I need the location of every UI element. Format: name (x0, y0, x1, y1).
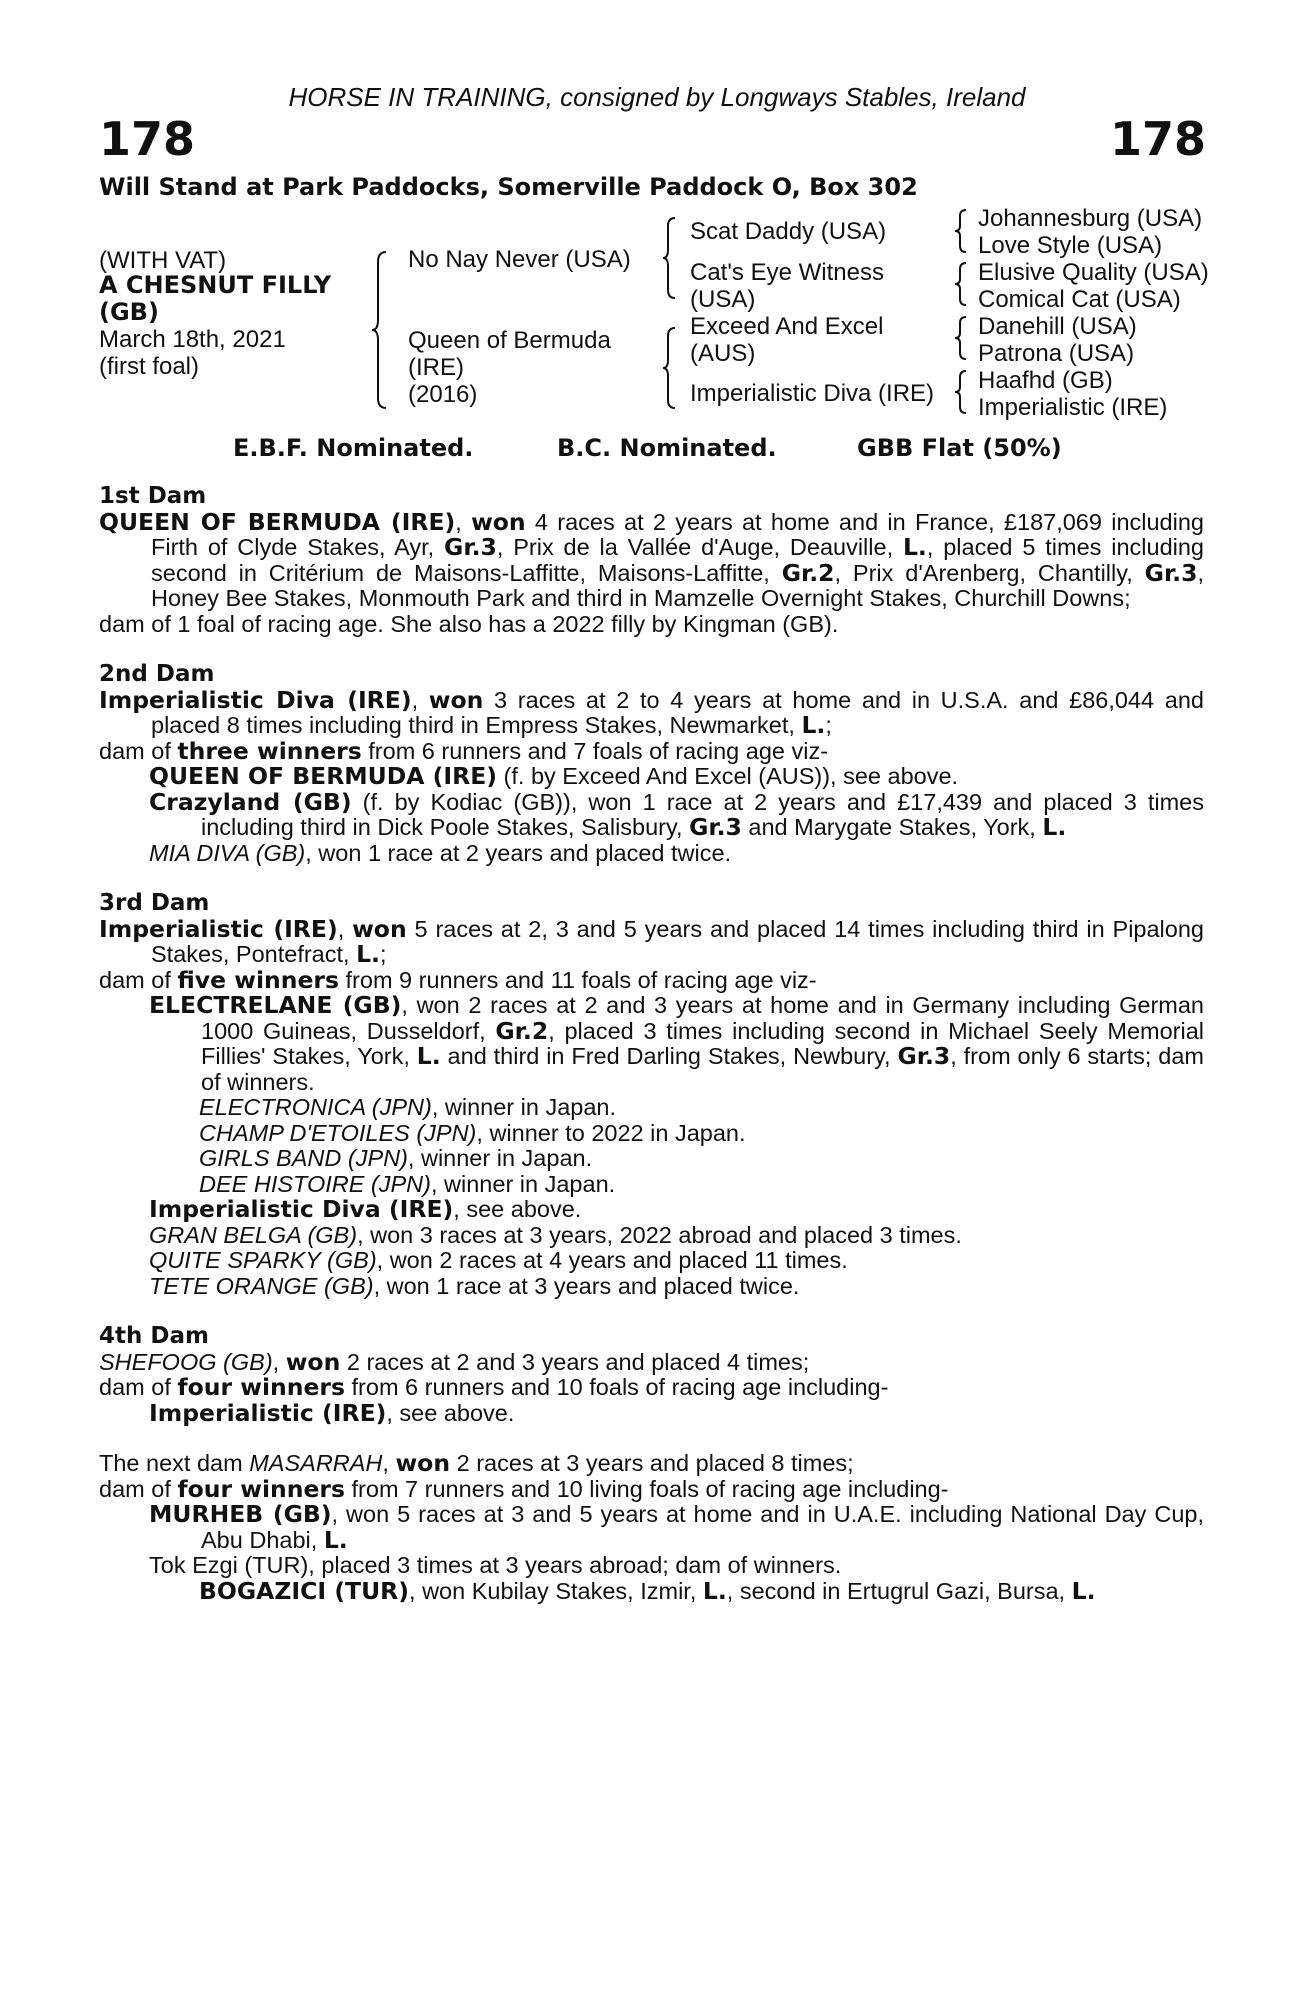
progeny-text: (f. by Kodiac (GB)), won 1 race at 2 years and £17,439 and placed 3 times including third in Dick Poole Stakes, Salisbury, (201, 788, 1204, 840)
gen3-sss: Johannesburg (USA) (978, 205, 1203, 232)
first-dam-text: , Prix de la Vallée d'Auge, Deauville, (496, 534, 903, 560)
next-dam-section (99, 1451, 1204, 1604)
grandprogeny-bogazici (99, 1576, 1204, 1605)
pedigree-brace-sd (955, 261, 969, 307)
winners-count: five winners (177, 965, 339, 994)
progeny-text: and third in Fred Darling Stakes, Newbury, (440, 1043, 898, 1069)
first-dam-title: 1st Dam (99, 483, 207, 509)
horse-name-line1: A CHESNUT FILLY (99, 271, 332, 299)
pedigree-brace-ss (955, 208, 969, 254)
first-dam-text: , placed 5 times including second in Critérium de Maisons-Laffitte, Maisons-Laffitte, (151, 534, 1204, 586)
progeny-name: Imperialistic (IRE) (149, 1398, 387, 1427)
sire-dam-l2: (USA) (690, 286, 756, 313)
progeny-name: MIA DIVA (GB) (149, 839, 306, 866)
gbb-flat: GBB Flat (50%) (857, 434, 1062, 462)
progeny-text: , winner in Japan. (407, 1145, 593, 1171)
ebf-nomination: E.B.F. Nominated. (233, 434, 474, 462)
progeny-name: TETE ORANGE (GB) (149, 1272, 374, 1299)
second-dam-title: 2nd Dam (99, 661, 215, 687)
next-dam-produce (99, 1474, 1204, 1503)
dam-sire-l1: Exceed And Excel (690, 313, 884, 340)
gen3-ddd: Imperialistic (IRE) (978, 394, 1168, 421)
first-dam-record: QUEEN OF BERMUDA (IRE), won 4 races at 2 years at home and in France, £187,069 including Firth of Clyde Stakes, Ayr, Gr.3, Prix de la Vallée d'Auge, Deauville, L., placed 5 times including second in Critérium de Maisons-Laffitte, Maisons-Laffitte, Gr.2, Prix d'Arenberg, Chantilly, Gr.3, Honey Bee Stakes, Monmouth Park and third in Mamzelle Overnight Stakes, Churchill Downs; (99, 507, 1204, 611)
gen3-ssd: Love Style (USA) (978, 232, 1163, 259)
won-label: won (395, 1449, 451, 1477)
progeny-name: DEE HISTOIRE (JPN) (199, 1170, 431, 1197)
gen3-dss: Danehill (USA) (978, 313, 1137, 340)
next-dam-name: MASARRAH (249, 1450, 383, 1476)
progeny-name: GIRLS BAND (JPN) (199, 1145, 408, 1171)
progeny-name: Crazyland (GB) (149, 787, 352, 816)
listed-label: L. (416, 1042, 441, 1070)
progeny-name: ELECTRELANE (GB) (149, 991, 402, 1019)
produce-text: dam of (99, 966, 178, 993)
foaling-date: March 18th, 2021 (99, 326, 286, 353)
dam-sections (99, 484, 1204, 1604)
horse-name-line2: (GB) (99, 298, 159, 326)
progeny-text: , won 1 race at 3 years and placed twice. (373, 1272, 800, 1299)
progeny-gran-belga (99, 1223, 1204, 1249)
third-dam-name: Imperialistic (IRE) (99, 914, 338, 943)
third-dam-text: 5 races at 2, 3 and 5 years and placed 14 times including third in Pipalong Stakes, Pontefract, (151, 915, 1204, 967)
gen3-dsd: Patrona (USA) (978, 340, 1135, 367)
progeny-crazyland (99, 787, 1204, 841)
progeny-text: , from only 6 starts; dam of winners. (201, 1043, 1204, 1095)
progeny-imperialistic-diva (99, 1197, 1204, 1223)
progeny-name: Imperialistic Diva (IRE) (149, 1195, 454, 1223)
third-dam-section (99, 891, 1204, 1299)
progeny-imperialistic (99, 1398, 1204, 1427)
progeny-name: ELECTRONICA (JPN) (199, 1094, 432, 1120)
won-label: won (428, 685, 484, 714)
vat-label: (WITH VAT) (99, 247, 227, 274)
fourth-dam-record (99, 1347, 1204, 1376)
sire-sire: Scat Daddy (USA) (690, 218, 887, 245)
produce-text: dam of (99, 1475, 178, 1502)
grandprogeny-dee-histoire (99, 1172, 1204, 1198)
second-dam-section (99, 662, 1204, 866)
punctuation: , (382, 1450, 396, 1476)
progeny-text: , won Kubilay Stakes, Izmir, (409, 1577, 703, 1604)
pedigree-brace-dam (663, 326, 679, 410)
progeny-text: , second in Ertugrul Gazi, Bursa, (726, 1577, 1072, 1604)
winners-count: four winners (177, 1474, 345, 1503)
pedigree-brace-main (372, 250, 392, 410)
fourth-dam-produce (99, 1375, 1204, 1401)
progeny-mia-diva (99, 841, 1204, 867)
progeny-text: , won 2 races at 2 and 3 years at home and in Germany including German 1000 Guineas, Dusseldorf, (201, 992, 1205, 1044)
progeny-tete-orange (99, 1274, 1204, 1300)
first-dam-text: , Prix d'Arenberg, Chantilly, (834, 559, 1145, 586)
gen3-dds: Haafhd (GB) (978, 367, 1113, 394)
progeny-text: , won 3 races at 3 years, 2022 abroad and placed 3 times. (357, 1221, 962, 1248)
grandprogeny-electronica (99, 1095, 1204, 1121)
produce-text: from 9 runners and 11 foals of racing age viz- (338, 966, 817, 993)
progeny-name: QUITE SPARKY (GB) (149, 1247, 377, 1273)
fourth-dam-text: 2 races at 2 and 3 years and placed 4 times; (340, 1348, 810, 1375)
grade-label: Gr.3 (689, 813, 742, 841)
progeny-text: , placed 3 times including second in Michael Seely Memorial Fillies' Stakes, York, (201, 1017, 1204, 1069)
fourth-dam-title: 4th Dam (99, 1323, 209, 1349)
first-dam-produce: dam of 1 foal of racing age. She also has a 2022 filly by Kingman (GB). (99, 610, 839, 637)
progeny-text: , winner in Japan. (431, 1094, 617, 1120)
listed-label: L. (801, 711, 826, 739)
grandprogeny-champ-detoiles (99, 1121, 1204, 1147)
third-dam-record: Imperialistic (IRE), won 5 races at 2, 3 and 5 years and placed 14 times including third in Pipalong Stakes, Pontefract, L.; (99, 914, 1204, 968)
progeny-text: , won 5 races at 3 and 5 years at home and in U.A.E. including National Day Cup, Abu Dhabi, (201, 1501, 1204, 1553)
grade-label: Gr.3 (444, 533, 497, 561)
punctuation: ; (379, 941, 387, 967)
next-dam-text: The next dam (99, 1450, 250, 1476)
progeny-tok-ezgi: Tok Ezgi (TUR), placed 3 times at 3 years abroad; dam of winners. (149, 1552, 842, 1578)
first-dam-section (99, 484, 1204, 637)
winners-count: four winners (177, 1373, 345, 1401)
progeny-text: (f. by Exceed And Excel (AUS)), see above. (497, 763, 959, 789)
grade-label: Gr.2 (781, 558, 835, 587)
dam-foaled-year: (2016) (408, 381, 478, 408)
progeny-text: and Marygate Stakes, York, (741, 814, 1043, 840)
dam-name-l1: Queen of Bermuda (408, 327, 611, 354)
grade-label: Gr.2 (495, 1016, 549, 1045)
gen3-sdd: Comical Cat (USA) (978, 286, 1181, 313)
grandprogeny-girls-band (99, 1146, 1204, 1172)
dam-name-l2: (IRE) (408, 354, 464, 381)
listed-label: L. (702, 1576, 727, 1605)
pedigree-brace-ds (955, 315, 969, 361)
fourth-dam-section (99, 1324, 1204, 1426)
progeny-murheb (99, 1502, 1204, 1553)
dam-dam: Imperialistic Diva (IRE) (690, 380, 935, 407)
bc-nomination: B.C. Nominated. (557, 434, 777, 462)
progeny-name: MURHEB (GB) (149, 1500, 332, 1528)
won-label: won (285, 1347, 341, 1376)
second-dam-name: Imperialistic Diva (IRE) (99, 685, 412, 714)
pedigree-brace-sire (663, 216, 679, 300)
progeny-text: , see above. (386, 1399, 515, 1426)
next-dam-record (99, 1451, 1204, 1477)
sire-name: No Nay Never (USA) (408, 246, 631, 273)
progeny-text: , won 1 race at 2 years and placed twice. (305, 839, 732, 866)
winners-count: three winners (177, 736, 362, 765)
gen3-sds: Elusive Quality (USA) (978, 259, 1209, 286)
progeny-name: CHAMP D'ETOILES (JPN) (199, 1119, 477, 1146)
listed-label: L. (1071, 1576, 1096, 1605)
second-dam-text: 3 races at 2 to 4 years at home and in U.S.A. and £86,044 and placed 8 times including third in Empress Stakes, Newmarket, (151, 686, 1204, 738)
second-dam-record: Imperialistic Diva (IRE), won 3 races at 2 to 4 years at home and in U.S.A. and £86,044 and placed 8 times including third in Empress Stakes, Newmarket, L.; (99, 685, 1204, 739)
punctuation: ; (825, 712, 832, 738)
lot-number-left: 178 (99, 112, 196, 166)
catalogue-header: HORSE IN TRAINING, consigned by Longways Stables, Ireland (288, 82, 1026, 112)
dam-sire-l2: (AUS) (690, 340, 756, 367)
produce-text: from 7 runners and 10 living foals of racing age including- (345, 1475, 949, 1502)
progeny-queen-of-bermuda (99, 764, 1204, 790)
second-dam-produce (99, 736, 1204, 765)
progeny-name: QUEEN OF BERMUDA (IRE) (149, 762, 498, 790)
listed-label: L. (1042, 813, 1067, 841)
produce-text: from 6 runners and 7 foals of racing age viz- (361, 737, 829, 764)
first-dam-text: 4 races at 2 years at home and in France, £187,069 including Firth of Clyde Stakes, Ayr, (151, 508, 1204, 560)
progeny-electrelane (99, 993, 1204, 1095)
punctuation: , (272, 1348, 286, 1375)
produce-text: dam of (99, 737, 178, 764)
stand-location: Will Stand at Park Paddocks, Somerville Paddock O, Box 302 (99, 173, 918, 201)
foal-note: (first foal) (99, 353, 200, 380)
first-dam-text: , Honey Bee Stakes, Monmouth Park and third in Mamzelle Overnight Stakes, Churchill Downs; (151, 559, 1204, 611)
produce-text: from 6 runners and 10 foals of racing age including- (345, 1374, 889, 1400)
third-dam-produce (99, 965, 1204, 994)
progeny-text: , won 2 races at 4 years and placed 11 times. (376, 1247, 848, 1273)
progeny-text: , winner to 2022 in Japan. (476, 1119, 746, 1146)
progeny-quite-sparky (99, 1248, 1204, 1274)
next-dam-text: 2 races at 3 years and placed 8 times; (450, 1450, 854, 1476)
progeny-text: , see above. (453, 1196, 582, 1222)
produce-text: dam of (99, 1374, 178, 1400)
progeny-name: BOGAZICI (TUR) (199, 1576, 410, 1605)
pedigree-brace-dd (955, 369, 969, 415)
sire-dam-l1: Cat's Eye Witness (690, 259, 884, 286)
first-dam-name: QUEEN OF BERMUDA (IRE) (99, 507, 456, 536)
third-dam-title: 3rd Dam (99, 890, 210, 916)
won-label: won (471, 507, 526, 536)
progeny-name: GRAN BELGA (GB) (149, 1221, 358, 1248)
listed-label: L. (323, 1525, 348, 1554)
grade-label: Gr.3 (1144, 558, 1198, 587)
grade-label: Gr.3 (897, 1042, 951, 1070)
fourth-dam-name: SHEFOOG (GB) (99, 1348, 273, 1375)
progeny-text: , winner in Japan. (430, 1170, 616, 1197)
won-label: won (352, 914, 407, 943)
lot-number-right: 178 (1109, 112, 1206, 166)
listed-label: L. (356, 940, 380, 968)
listed-label: L. (902, 533, 927, 561)
